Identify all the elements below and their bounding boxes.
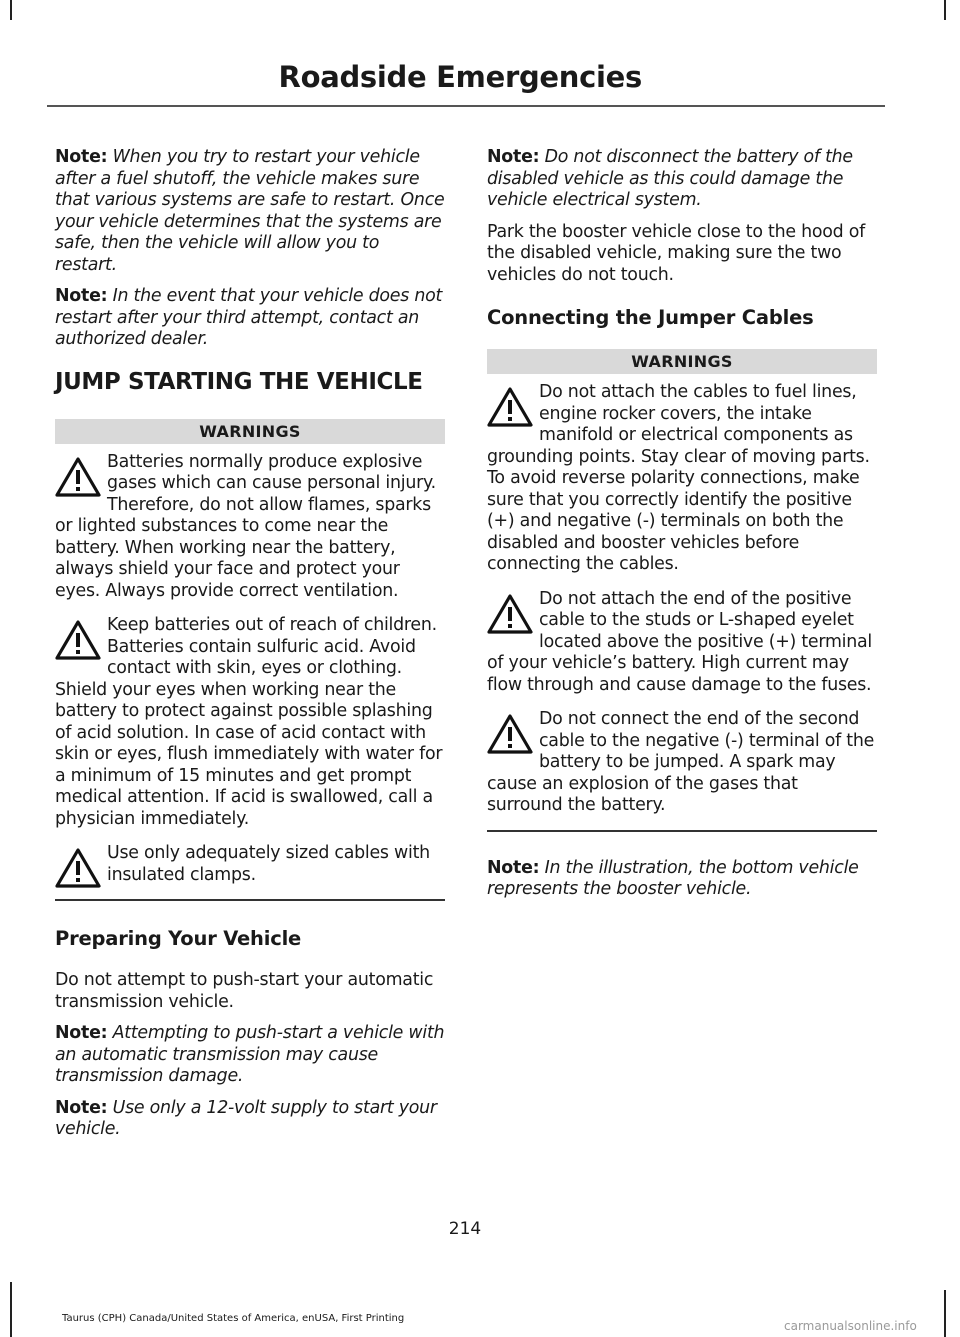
warnings-heading: WARNINGS (487, 349, 877, 374)
warning-triangle-icon (485, 591, 535, 637)
subsection-title: Connecting the Jumper Cables (487, 306, 814, 329)
note-restart: Note: When you try to restart your vehicle after a fuel shutoff, the vehicle makes sure that various systems are safe to restart. Once your vehicle determines that the systems are safe, then the vehicle will allow you to restart. (55, 147, 445, 275)
note-dealer: Note: In the event that your vehicle does not restart after your third attempt, contact an authorized dealer. (55, 286, 443, 349)
right-column (487, 147, 877, 911)
warning-item: Keep batteries out of reach of children. Batteries contain sulfuric acid. Avoid contact with skin, eyes or clothing. Shield your eyes when working near the battery to protect against possible splashing of acid solution. In case of acid contact with skin or eyes, flush immediately with water for a minimum of 15 minutes and get prompt medical attention. If acid is swallowed, call a physician immediately. (55, 615, 443, 829)
warning-triangle-icon (485, 384, 535, 430)
warning-triangle-icon (485, 711, 535, 757)
crop-mark-top-left (10, 0, 12, 20)
warning-item: Do not attach the cables to fuel lines, engine rocker covers, the intake manifold or electrical components as grounding points. Stay clear of moving parts. To avoid reverse polarity connections, make sure that you correctly identify the positive (+) and negative (-) terminals on both the disabled and booster vehicles before connecting the cables. (487, 382, 870, 574)
note-push-start: Note: Attempting to push-start a vehicle with an automatic transmission may cause transmission damage. (55, 1023, 445, 1086)
header-rule (47, 105, 885, 107)
note-12-volt: Note: Use only a 12-volt supply to start your vehicle. (55, 1097, 437, 1139)
note-illustration: Note: In the illustration, the bottom vehicle represents the booster vehicle. (487, 857, 859, 899)
page-number: 214 (448, 1219, 482, 1239)
page-header-title: Roadside Emergencies (278, 60, 642, 94)
crop-mark-bottom-right (944, 1290, 946, 1337)
warnings-end-rule (55, 899, 445, 901)
warning-item: Do not attach the end of the positive cable to the studs or L-shaped eyelet located above the positive (+) terminal of your vehicle’s battery. High current may flow through and cause damage to the fuses. (487, 588, 873, 695)
warning-triangle-icon (53, 845, 103, 891)
subsection-title: Preparing Your Vehicle (55, 927, 302, 950)
warnings-heading: WARNINGS (55, 419, 445, 444)
warning-item: Use only adequately sized cables with insulated clamps. (55, 843, 445, 886)
warning-triangle-icon (53, 454, 103, 500)
footer-text: Taurus (CPH) Canada/United States of America, enUSA, First Printing (62, 1313, 405, 1324)
note-disconnect: Note: Do not disconnect the battery of the disabled vehicle as this could damage the vehicle electrical system. (487, 147, 853, 210)
warning-triangle-icon (53, 617, 103, 663)
crop-mark-bottom-left (10, 1282, 12, 1337)
left-column (55, 147, 445, 1151)
warning-item: Do not connect the end of the second cable to the negative (-) terminal of the battery to be jumped. A spark may cause an explosion of the gases that surround the battery. (487, 709, 875, 815)
paragraph: Park the booster vehicle close to the hood of the disabled vehicle, making sure the two vehicles do not touch. (487, 221, 865, 285)
crop-mark-top-right (944, 0, 946, 20)
warning-item: Batteries normally produce explosive gases which can cause personal injury. Therefore, do not allow flames, sparks or lighted substances to come near the battery. When working near the battery, always shield your face and protect your eyes. Always provide correct ventilation. (55, 451, 436, 601)
watermark-link[interactable]: carmanualsonline.info (784, 1319, 917, 1333)
warnings-end-rule (487, 830, 877, 832)
section-title: JUMP STARTING THE VEHICLE (55, 368, 423, 395)
paragraph: Do not attempt to push-start your automatic transmission vehicle. (55, 970, 434, 1012)
